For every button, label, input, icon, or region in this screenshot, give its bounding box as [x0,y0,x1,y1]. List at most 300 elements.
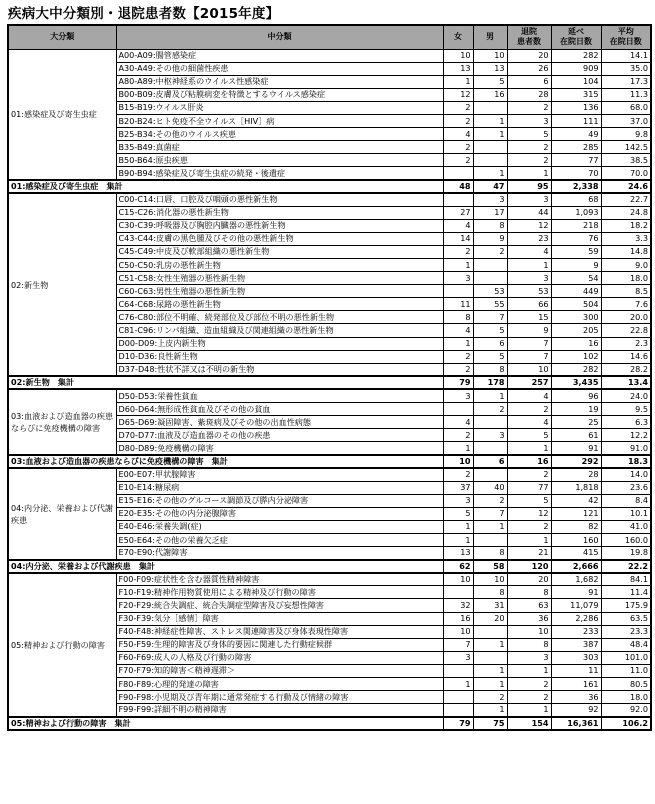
discharged-cell: 15 [507,311,551,324]
avg-days-cell: 91.0 [601,442,651,455]
male-cell: 3 [473,429,507,442]
subtotal-male-cell: 178 [473,376,507,389]
middle-category-cell: C00-C14:口唇、口腔及び咽頭の悪性新生物 [116,193,443,206]
male-cell: 1 [473,389,507,402]
table-row [8,389,651,402]
female-cell: 14 [443,232,473,245]
subtotal-label: 04:内分泌、栄養および代謝疾患 集計 [8,560,443,573]
avg-days-cell: 2.3 [601,337,651,350]
discharged-cell: 1 [507,442,551,455]
total-days-cell: 282 [551,49,601,62]
female-cell: 1 [443,678,473,691]
table-row [8,468,651,481]
avg-days-cell: 11.3 [601,88,651,101]
male-cell [473,154,507,167]
middle-category-cell: E20-E35:その他の内分泌腺障害 [116,507,443,520]
discharged-cell: 1 [507,259,551,272]
subtotal-discharged-cell: 95 [507,180,551,193]
avg-days-cell: 38.5 [601,154,651,167]
subtotal-male-cell: 58 [473,560,507,573]
male-cell [473,442,507,455]
header-total-days: 延べ 在院日数 [551,25,601,49]
sheet [7,4,650,731]
male-cell: 1 [473,167,507,180]
avg-days-cell: 20.0 [601,311,651,324]
middle-category-cell: A30-A49:その他の細菌性疾患 [116,62,443,75]
subtotal-total-days-cell: 292 [551,455,601,468]
discharged-cell: 66 [507,298,551,311]
middle-category-cell: A00-A09:腸管感染症 [116,49,443,62]
avg-days-cell: 84.1 [601,573,651,586]
subtotal-discharged-cell: 120 [507,560,551,573]
subtotal-avg-days-cell: 22.2 [601,560,651,573]
female-cell: 7 [443,638,473,651]
avg-days-cell: 8.5 [601,285,651,298]
male-cell: 53 [473,285,507,298]
total-days-cell: 104 [551,75,601,88]
major-category-cell: 05:精神および行動の障害 [8,573,116,717]
discharged-cell: 4 [507,416,551,429]
female-cell: 1 [443,337,473,350]
avg-days-cell: 10.1 [601,507,651,520]
male-cell: 10 [473,573,507,586]
male-cell: 16 [473,88,507,101]
total-days-cell: 16 [551,337,601,350]
avg-days-cell: 63.5 [601,612,651,625]
discharged-cell: 10 [507,625,551,638]
discharged-cell: 23 [507,232,551,245]
male-cell: 6 [473,337,507,350]
female-cell: 2 [443,350,473,363]
female-cell [443,403,473,416]
avg-days-cell: 11.0 [601,664,651,677]
male-cell [473,272,507,285]
total-days-cell: 1,818 [551,481,601,494]
statistics-table [7,24,652,731]
discharged-cell: 10 [507,363,551,376]
subtotal-avg-days-cell: 106.2 [601,717,651,730]
avg-days-cell: 9.5 [601,403,651,416]
male-cell: 7 [473,311,507,324]
discharged-cell: 1 [507,664,551,677]
table-row [8,49,651,62]
female-cell [443,704,473,717]
subtotal-total-days-cell: 16,361 [551,717,601,730]
avg-days-cell: 9.8 [601,128,651,141]
discharged-cell: 12 [507,507,551,520]
male-cell: 55 [473,298,507,311]
subtotal-discharged-cell: 16 [507,455,551,468]
total-days-cell: 82 [551,520,601,533]
subtotal-female-cell: 62 [443,560,473,573]
female-cell: 3 [443,494,473,507]
avg-days-cell: 14.8 [601,245,651,258]
subtotal-label: 02:新生物 集計 [8,376,443,389]
middle-category-cell: D65-D69:凝固障害、紫斑病及びその他の出血性病態 [116,416,443,429]
avg-days-cell: 18.0 [601,272,651,285]
avg-days-cell: 14.0 [601,468,651,481]
total-days-cell: 70 [551,167,601,180]
avg-days-cell: 9.0 [601,259,651,272]
subtotal-row [8,180,651,193]
middle-category-cell: C60-C63:男性生殖器の悪性新生物 [116,285,443,298]
female-cell: 4 [443,219,473,232]
female-cell: 1 [443,442,473,455]
middle-category-cell: C81-C96:リンパ組織、造血組織及び関連組織の悪性新生物 [116,324,443,337]
discharged-cell: 63 [507,599,551,612]
subtotal-avg-days-cell: 24.6 [601,180,651,193]
middle-category-cell: D37-D48:性状不詳又は不明の新生物 [116,363,443,376]
middle-category-cell: C51-C58:女性生殖器の悪性新生物 [116,272,443,285]
avg-days-cell: 19.8 [601,547,651,560]
avg-days-cell: 11.4 [601,586,651,599]
discharged-cell: 2 [507,403,551,416]
total-days-cell: 449 [551,285,601,298]
total-days-cell: 303 [551,651,601,664]
avg-days-cell: 142.5 [601,141,651,154]
total-days-cell: 61 [551,429,601,442]
discharged-cell: 20 [507,49,551,62]
middle-category-cell: F50-F59:生理的障害及び身体的要因に関連した行動症候群 [116,638,443,651]
middle-category-cell: E50-E64:その他の栄養欠乏症 [116,533,443,546]
female-cell: 3 [443,389,473,402]
male-cell: 40 [473,481,507,494]
total-days-cell: 91 [551,586,601,599]
total-days-cell: 49 [551,128,601,141]
male-cell: 1 [473,638,507,651]
discharged-cell: 5 [507,429,551,442]
discharged-cell: 1 [507,704,551,717]
subtotal-female-cell: 48 [443,180,473,193]
male-cell [473,416,507,429]
subtotal-male-cell: 6 [473,455,507,468]
middle-category-cell: F99-F99:詳細不明の精神障害 [116,704,443,717]
male-cell: 31 [473,599,507,612]
female-cell: 4 [443,416,473,429]
avg-days-cell: 68.0 [601,101,651,114]
middle-category-cell: B50-B64:原虫疾患 [116,154,443,167]
male-cell: 1 [473,520,507,533]
male-cell [473,468,507,481]
discharged-cell: 44 [507,206,551,219]
avg-days-cell: 101.0 [601,651,651,664]
discharged-cell: 5 [507,494,551,507]
discharged-cell: 20 [507,573,551,586]
discharged-cell: 7 [507,350,551,363]
page-title: 疾病大中分類別・退院患者数【2015年度】 [8,6,280,22]
subtotal-male-cell: 47 [473,180,507,193]
avg-days-cell: 3.3 [601,232,651,245]
male-cell: 7 [473,507,507,520]
discharged-cell: 2 [507,691,551,704]
total-days-cell: 233 [551,625,601,638]
discharged-cell: 8 [507,638,551,651]
discharged-cell: 4 [507,389,551,402]
female-cell [443,691,473,704]
female-cell: 12 [443,88,473,101]
middle-category-cell: F00-F09:症状性を含む器質性精神障害 [116,573,443,586]
discharged-cell: 2 [507,678,551,691]
discharged-cell: 2 [507,154,551,167]
female-cell: 13 [443,547,473,560]
middle-category-cell: C30-C39:呼吸器及び胸腔内臓器の悪性新生物 [116,219,443,232]
middle-category-cell: C76-C80:部位不明確、続発部位及び部位不明の悪性新生物 [116,311,443,324]
subtotal-female-cell: 79 [443,717,473,730]
male-cell: 2 [473,494,507,507]
male-cell [473,101,507,114]
female-cell: 2 [443,468,473,481]
avg-days-cell: 41.0 [601,520,651,533]
middle-category-cell: B15-B19:ウイルス肝炎 [116,101,443,114]
total-days-cell: 415 [551,547,601,560]
header-discharged: 退院 患者数 [507,25,551,49]
major-category-cell: 01:感染症及び寄生虫症 [8,49,116,180]
total-days-cell: 121 [551,507,601,520]
avg-days-cell: 160.0 [601,533,651,546]
subtotal-discharged-cell: 257 [507,376,551,389]
male-cell: 2 [473,691,507,704]
avg-days-cell: 37.0 [601,114,651,127]
total-days-cell: 315 [551,88,601,101]
header-major: 大分類 [8,25,116,49]
discharged-cell: 3 [507,193,551,206]
male-cell: 1 [473,704,507,717]
discharged-cell: 3 [507,651,551,664]
male-cell: 17 [473,206,507,219]
avg-days-cell: 14.6 [601,350,651,363]
total-days-cell: 504 [551,298,601,311]
female-cell: 32 [443,599,473,612]
female-cell: 3 [443,651,473,664]
total-days-cell: 19 [551,403,601,416]
header-middle: 中分類 [116,25,443,49]
male-cell: 1 [473,128,507,141]
total-days-cell: 205 [551,324,601,337]
header-avg-days: 平均 在院日数 [601,25,651,49]
avg-days-cell: 23.3 [601,625,651,638]
male-cell: 8 [473,363,507,376]
female-cell: 4 [443,128,473,141]
avg-days-cell: 48.4 [601,638,651,651]
male-cell: 10 [473,49,507,62]
subtotal-row [8,455,651,468]
discharged-cell: 36 [507,612,551,625]
middle-category-cell: F80-F89:心理的発達の障害 [116,678,443,691]
female-cell [443,586,473,599]
subtotal-discharged-cell: 154 [507,717,551,730]
middle-category-cell: B00-B09:皮膚及び粘膜病変を特徴とするウイルス感染症 [116,88,443,101]
middle-category-cell: D70-D77:血液及び造血器のその他の疾患 [116,429,443,442]
discharged-cell: 2 [507,101,551,114]
major-category-cell: 02:新生物 [8,193,116,376]
header-row [8,25,651,49]
female-cell: 11 [443,298,473,311]
major-category-cell: 04:内分泌、栄養および代謝疾患 [8,468,116,560]
discharged-cell: 3 [507,114,551,127]
male-cell: 3 [473,193,507,206]
avg-days-cell: 35.0 [601,62,651,75]
discharged-cell: 8 [507,586,551,599]
male-cell [473,625,507,638]
female-cell: 2 [443,114,473,127]
female-cell: 2 [443,363,473,376]
female-cell: 2 [443,245,473,258]
male-cell: 1 [473,678,507,691]
avg-days-cell: 24.0 [601,389,651,402]
discharged-cell: 28 [507,88,551,101]
discharged-cell: 12 [507,219,551,232]
avg-days-cell: 17.3 [601,75,651,88]
avg-days-cell: 22.8 [601,324,651,337]
female-cell: 4 [443,324,473,337]
avg-days-cell: 92.0 [601,704,651,717]
avg-days-cell: 6.3 [601,416,651,429]
total-days-cell: 161 [551,678,601,691]
middle-category-cell: A80-A89:中枢神経系のウイルス性感染症 [116,75,443,88]
subtotal-total-days-cell: 2,338 [551,180,601,193]
female-cell: 2 [443,141,473,154]
female-cell [443,167,473,180]
middle-category-cell: B90-B94:感染症及び寄生虫症の続発・後遺症 [116,167,443,180]
subtotal-label: 03:血液および造血器の疾患ならびに免疫機構の障害 集計 [8,455,443,468]
header-male: 男 [473,25,507,49]
discharged-cell: 2 [507,520,551,533]
discharged-cell: 3 [507,272,551,285]
total-days-cell: 218 [551,219,601,232]
female-cell: 2 [443,429,473,442]
discharged-cell: 1 [507,167,551,180]
discharged-cell: 21 [507,547,551,560]
female-cell: 1 [443,259,473,272]
discharged-cell: 26 [507,62,551,75]
total-days-cell: 9 [551,259,601,272]
total-days-cell: 68 [551,193,601,206]
total-days-cell: 111 [551,114,601,127]
discharged-cell: 5 [507,128,551,141]
total-days-cell: 96 [551,389,601,402]
discharged-cell: 9 [507,324,551,337]
male-cell: 5 [473,350,507,363]
male-cell: 13 [473,62,507,75]
middle-category-cell: E10-E14:糖尿病 [116,481,443,494]
subtotal-avg-days-cell: 13.4 [601,376,651,389]
subtotal-total-days-cell: 2,666 [551,560,601,573]
middle-category-cell: F90-F98:小児期及び青年期に通常発症する行動及び情緒の障害 [116,691,443,704]
total-days-cell: 54 [551,272,601,285]
middle-category-cell: D00-D09:上皮内新生物 [116,337,443,350]
male-cell: 8 [473,586,507,599]
discharged-cell: 4 [507,245,551,258]
female-cell: 8 [443,311,473,324]
avg-days-cell: 175.9 [601,599,651,612]
middle-category-cell: B35-B49:真菌症 [116,141,443,154]
total-days-cell: 76 [551,232,601,245]
total-days-cell: 42 [551,494,601,507]
male-cell [473,259,507,272]
total-days-cell: 285 [551,141,601,154]
female-cell: 10 [443,49,473,62]
total-days-cell: 160 [551,533,601,546]
middle-category-cell: B25-B34:その他のウイルス疾患 [116,128,443,141]
middle-category-cell: C15-C26:消化器の悪性新生物 [116,206,443,219]
female-cell: 10 [443,573,473,586]
male-cell: 2 [473,245,507,258]
discharged-cell: 2 [507,141,551,154]
table-row [8,193,651,206]
female-cell: 2 [443,101,473,114]
total-days-cell: 91 [551,442,601,455]
middle-category-cell: D60-D64:無形成性貧血及びその他の貧血 [116,403,443,416]
female-cell: 10 [443,625,473,638]
female-cell: 27 [443,206,473,219]
subtotal-female-cell: 10 [443,455,473,468]
table-body [8,49,651,730]
avg-days-cell: 14.1 [601,49,651,62]
total-days-cell: 1,093 [551,206,601,219]
female-cell: 37 [443,481,473,494]
middle-category-cell: D50-D53:栄養性貧血 [116,389,443,402]
subtotal-avg-days-cell: 18.3 [601,455,651,468]
header-female: 女 [443,25,473,49]
female-cell: 1 [443,75,473,88]
male-cell: 1 [473,114,507,127]
male-cell: 9 [473,232,507,245]
total-days-cell: 77 [551,154,601,167]
middle-category-cell: E15-E16:その他のグルコース調節及び膵内分泌障害 [116,494,443,507]
middle-category-cell: F40-F48:神経症性障害、ストレス関連障害及び身体表現性障害 [116,625,443,638]
middle-category-cell: E40-E46:栄養失調(症) [116,520,443,533]
avg-days-cell: 7.6 [601,298,651,311]
discharged-cell: 77 [507,481,551,494]
female-cell: 5 [443,507,473,520]
male-cell: 5 [473,324,507,337]
avg-days-cell: 18.0 [601,691,651,704]
avg-days-cell: 18.2 [601,219,651,232]
male-cell [473,651,507,664]
middle-category-cell: E00-E07:甲状腺障害 [116,468,443,481]
subtotal-row [8,376,651,389]
middle-category-cell: F60-F69:成人の人格及び行動の障害 [116,651,443,664]
male-cell: 8 [473,547,507,560]
total-days-cell: 300 [551,311,601,324]
male-cell: 5 [473,75,507,88]
avg-days-cell: 70.0 [601,167,651,180]
female-cell [443,193,473,206]
male-cell [473,141,507,154]
male-cell: 20 [473,612,507,625]
subtotal-female-cell: 79 [443,376,473,389]
female-cell: 2 [443,154,473,167]
middle-category-cell: C50-C50:乳房の悪性新生物 [116,259,443,272]
middle-category-cell: C64-C68:尿路の悪性新生物 [116,298,443,311]
middle-category-cell: C43-C44:皮膚の黒色腫及びその他の悪性新生物 [116,232,443,245]
middle-category-cell: F10-F19:精神作用物質使用による精神及び行動の障害 [116,586,443,599]
discharged-cell: 53 [507,285,551,298]
total-days-cell: 25 [551,416,601,429]
total-days-cell: 1,682 [551,573,601,586]
total-days-cell: 282 [551,363,601,376]
subtotal-label: 01:感染症及び寄生虫症 集計 [8,180,443,193]
middle-category-cell: F70-F79:知的障害＜精神遅滞＞ [116,664,443,677]
subtotal-label: 05:精神および行動の障害 集計 [8,717,443,730]
total-days-cell: 59 [551,245,601,258]
avg-days-cell: 22.7 [601,193,651,206]
female-cell [443,285,473,298]
female-cell [443,664,473,677]
avg-days-cell: 8.4 [601,494,651,507]
total-days-cell: 92 [551,704,601,717]
middle-category-cell: D10-D36:良性新生物 [116,350,443,363]
